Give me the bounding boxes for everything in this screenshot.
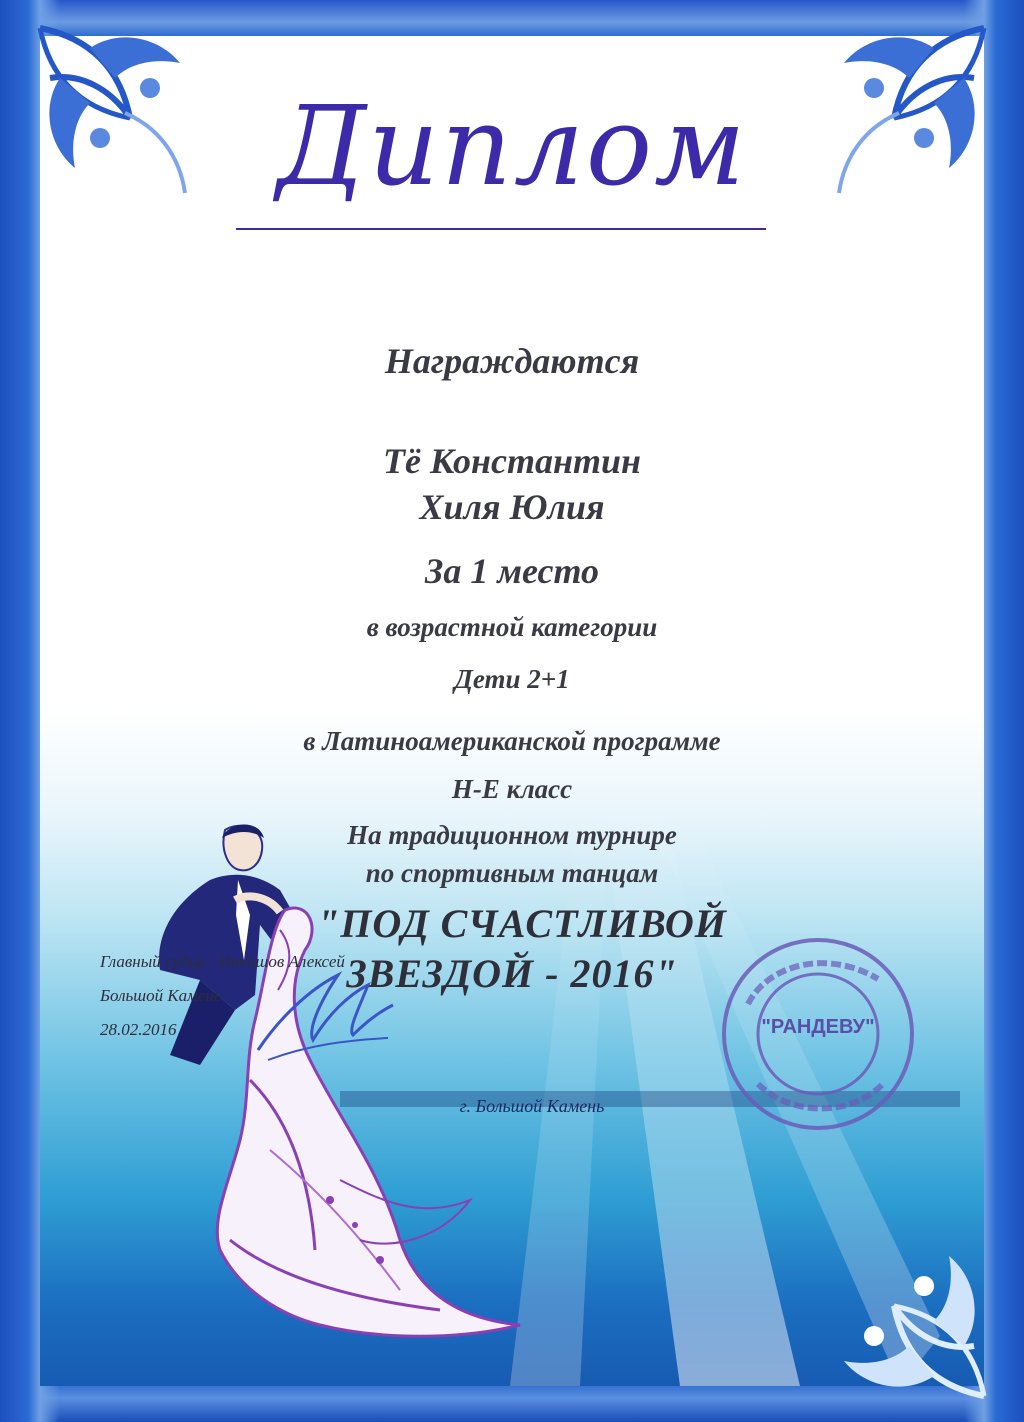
event-title-line-2: ЗВЕЗДОЙ - 2016" <box>346 951 678 996</box>
judge-signature <box>248 960 398 1070</box>
tournament-line-1: На традиционном турнире <box>347 820 677 850</box>
recipient-name-1: Тё Константин <box>383 441 641 481</box>
age-group: Дети 2+1 <box>454 664 570 694</box>
age-category-label: в возрастной категории <box>366 612 658 642</box>
footer-city: Большой Камень <box>100 986 222 1005</box>
event-title-line-1: "ПОД СЧАСТЛИВОЙ <box>317 901 727 946</box>
awarded-heading: Награждаются <box>384 341 640 381</box>
tournament-line-2: по спортивным танцам <box>365 858 659 888</box>
corner-ornament-bottom-right <box>784 1196 994 1406</box>
corner-ornament-top-right <box>784 18 994 228</box>
stamp-center-text: "РАНДЕВУ" <box>761 1016 875 1038</box>
chief-judge: Главный судья : Никишов Алексей <box>100 952 345 971</box>
program-text: в Латиноамериканской программе <box>303 726 721 756</box>
corner-ornament-top-left <box>30 18 240 228</box>
diploma-title: Диплом <box>276 82 748 210</box>
footer-date: 28.02.2016 <box>100 1020 177 1039</box>
recipient-name-2: Хиля Юлия <box>419 487 605 527</box>
footer-city-bottom: г. Большой Камень <box>459 1096 605 1116</box>
class-text: Н-Е класс <box>451 774 573 804</box>
place-text: За 1 место <box>425 551 599 591</box>
title-underline <box>236 228 766 230</box>
